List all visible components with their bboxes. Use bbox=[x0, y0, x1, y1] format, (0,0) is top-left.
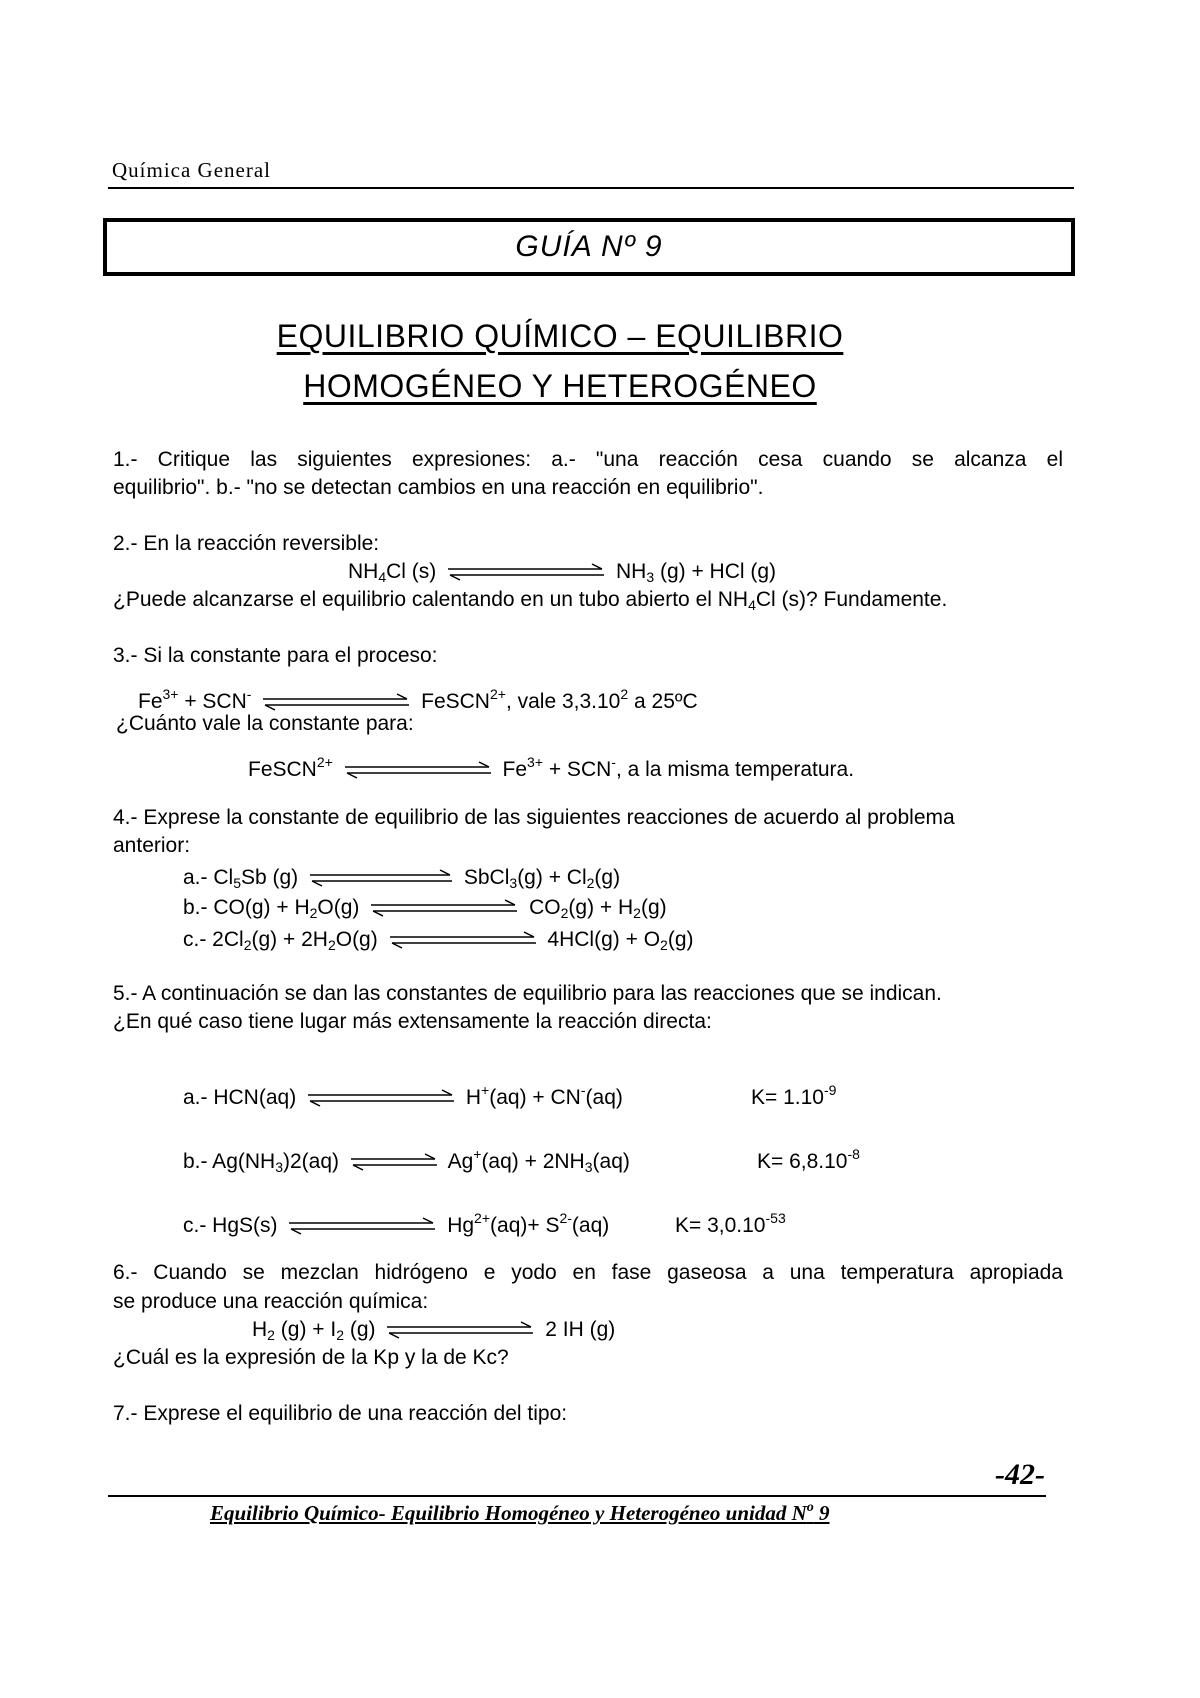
q4-reaction-c: c.- $2Cl_2(g) + 2H_2O(g) 4HCl(g) + O_2(g)$ bbox=[183, 928, 694, 953]
page-number: -42- bbox=[995, 1458, 1045, 1491]
q5-k-a: $K= 1.10^{-9}$ bbox=[751, 1082, 837, 1109]
q2-question: ¿Puede alcanzarse el equilibrio calentando en un tubo abierto el $NH_4Cl$ (s)? Fundamente. bbox=[113, 588, 948, 613]
q3-intro: 3.- Si la constante para el proceso: bbox=[113, 644, 438, 667]
q1-line1: 1.- Critique las siguientes expresiones: a.- "una reacción cesa cuando se alcanza el bbox=[113, 448, 1063, 471]
q3-question: ¿Cuánto vale la constante para: bbox=[116, 712, 414, 735]
footer-text: Equilibrio Químico- Equilibrio Homogéneo y Heterogéneo unidad $N^o$ 9 bbox=[210, 1500, 830, 1525]
q4-reaction-a: a.- $Cl_5Sb$ (g) SbCl$_3$(g) + $Cl_2(g)$ bbox=[183, 866, 621, 891]
header-rule bbox=[108, 187, 1074, 189]
equilibrium-arrow-icon bbox=[388, 931, 538, 949]
q7-line1: 7.- Exprese el equilibrio de una reacción del tipo: bbox=[113, 1402, 568, 1425]
equilibrium-arrow-icon bbox=[261, 693, 411, 711]
footer-rule bbox=[108, 1495, 1046, 1497]
equilibrium-arrow-icon bbox=[446, 563, 606, 581]
q5-line2: ¿En qué caso tiene lugar más extensamente la reacción directa: bbox=[113, 1010, 712, 1033]
q5-k-b: $K= 6,8.10^{-8}$ bbox=[757, 1146, 860, 1173]
q4-line2: anterior: bbox=[113, 834, 191, 857]
q3-reverse-equation: FeSCN$^{2+}$ $Fe^{3+} + SCN^-$, a la misma temperatura. bbox=[248, 754, 855, 781]
equilibrium-arrow-icon bbox=[343, 761, 493, 779]
equilibrium-arrow-icon bbox=[306, 1089, 456, 1107]
q5-reaction-b: b.- $Ag(NH_3)2(aq) Ag^+(aq) + 2NH_3(aq)$ bbox=[183, 1146, 630, 1175]
q3-equation: $Fe^{3+} + SCN^-$ FeSCN$^{2+}$, vale 3,3.10$^2$ a 25ºC bbox=[138, 686, 698, 713]
equilibrium-arrow-icon bbox=[349, 1153, 439, 1171]
guia-title: GUÍA Nº 9 bbox=[515, 230, 663, 263]
guia-title-box bbox=[103, 218, 1075, 276]
q6-equation: $H_2$ $(g) + I_2$ (g) 2 IH (g) bbox=[252, 1318, 616, 1343]
header-subject: Química General bbox=[112, 158, 272, 182]
q5-reaction-c: c.- HgS(s) $Hg^{2+}(aq)+ S^{2-}(aq)$ bbox=[183, 1210, 610, 1237]
equilibrium-arrow-icon bbox=[385, 1321, 535, 1339]
equilibrium-arrow-icon bbox=[287, 1217, 437, 1235]
q6-line1: 6.- Cuando se mezclan hidrógeno e yodo en fase gaseosa a una temperatura apropiada bbox=[113, 1261, 1063, 1284]
q4-line1: 4.- Exprese la constante de equilibrio de las siguientes reacciones de acuerdo al problema bbox=[113, 806, 955, 829]
q5-line1: 5.- A continuación se dan las constantes de equilibrio para las reacciones que se indican. bbox=[113, 982, 942, 1005]
q6-question: ¿Cuál es la expresión de la Kp y la de Kc? bbox=[113, 1346, 509, 1369]
q4-reaction-b: b.- $CO(g) + H_2O(g) CO_2(g) + H_2(g)$ bbox=[183, 896, 667, 921]
q6-line2: se produce una reacción química: bbox=[113, 1290, 429, 1313]
q1-line2: equilibrio". b.- "no se detectan cambios en una reacción en equilibrio". bbox=[113, 476, 764, 499]
q5-reaction-a: a.- HCN(aq) H+(aq) + CN-(aq) bbox=[183, 1082, 623, 1109]
equilibrium-arrow-icon bbox=[369, 899, 519, 917]
q2-equation: $NH_4Cl$ (s) $NH_3$ (g) + HCl (g) bbox=[348, 560, 777, 585]
main-title-line1: EQUILIBRIO QUÍMICO – EQUILIBRIO bbox=[276, 318, 844, 354]
q2-intro: 2.- En la reacción reversible: bbox=[113, 532, 380, 555]
q5-k-c: $K= 3,0.10^{-53}$ bbox=[675, 1210, 786, 1237]
equilibrium-arrow-icon bbox=[308, 869, 454, 887]
main-title-line2: HOMOGÉNEO Y HETEROGÉNEO bbox=[303, 368, 817, 404]
